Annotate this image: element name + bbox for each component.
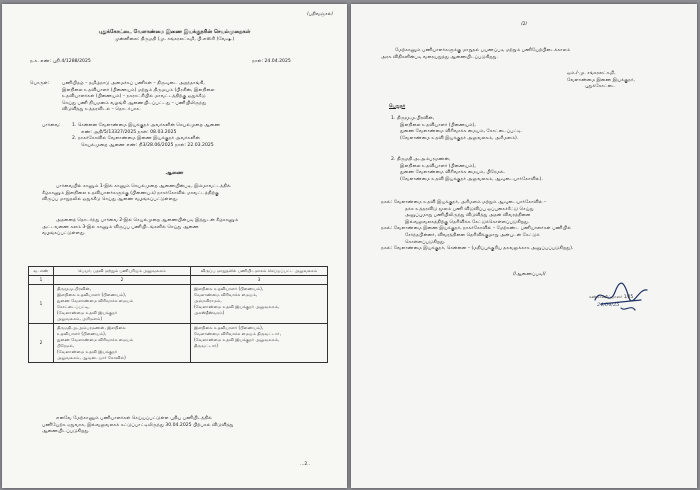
cell-line: வேளாண்மை விரிவாக்க மையம், [194,292,258,297]
subject-line: விடுவித்து உத்தரவிடல் – தொடர்பாக. [62,107,141,113]
signatory-line: ஒம்./-மு. சங்கரலட்சுமி, [567,71,616,76]
paragraph-line: ஆணையிடப்படுகிறது. [42,429,90,435]
column-number: 1 [29,276,54,285]
cell-line: அஞ்சுகிராமம், [194,298,222,303]
intro-paragraph [381,48,570,61]
recipient-line: 2. திருமதி.அ.அம்பரமணன், [391,157,451,162]
employee-cell [54,324,191,363]
transfer-table [28,266,328,363]
posting-cell [191,285,328,324]
subject-line: உதவியாளர்கள் (பிணையம்) – நகராட்சியில் மாவட்டத்திற்கு ஒதுக்கீடு [62,94,206,100]
paragraph-line: மேற்காணும் பணியாளர்களுக்கு மாறுதல் பயணப்படி மற்றும் பணியேற்பிடைக்காலம் [395,48,571,53]
recipient-line: 1. திருமூமு.பிரவின், [391,116,435,121]
cell-line: (வேளாண்மை உதவி இயக்குநர் [57,349,118,354]
paragraph-1 [42,184,231,204]
reference-line: செயல்முறை ஆணை எண்: நி3/28.06/2025 நாள்: 22.03.2025 [81,142,214,148]
reference-number: ந.க. எண்: புநி.4/1288/2025 [30,59,91,64]
column-header: விருப்ப மாறுதலில் பணியிடமாகம் செய்யப்பட்ட அலுவலகம் [191,267,328,276]
paragraph-line: பார்வையில் காணும் 1-இல் காணும் செயல்முறை ஆணையின்படி, இம்மாவட்டத்தில் [56,184,231,189]
cell-line: (வேளாண்மை உதவி இயக்குநர் அலுவலகம், [194,337,280,342]
recipient-line: துணை வேளாண்மை விரிவாக்க மையம், பிரேமல். [400,170,506,176]
column-header: பெயர், பதவி மற்றும் பணிபுரியும் அலுவலகம் [54,267,191,276]
recipient-line: (வேளாண்மை உதவி இயக்குநர் அலுவலகம், ஆவுடையார்கோவில்). [400,176,543,182]
cell-line: இளநிலை உதவியாளர் (பிணையம்), [57,292,127,297]
presence-line: முன்னிலை: திருமதி (மு. சங்கரலட்சுமி, பி.எஸ்சி (வேஷ.) [114,37,235,42]
copy-line: அனுப்புமாறு பணியிலிருந்து விடுவித்து அதன் விவரத்தினை [405,213,531,219]
table-header-row [29,267,328,276]
recipient-line: துணை வேளாண்மை விரிவாக்க மையம், கோட்டைப்பட்டி. [400,129,523,135]
paragraph-2 [42,218,238,238]
reference-line: 2. நாகர்கோவில் வேளாண்மை இணை இயக்குநர் அவர்களின் [72,136,200,142]
copy-to-block [381,200,573,253]
paragraph-line: அரசு விதிகளின்படி வரையறுத்து ஆணையிடப்படுகிறது. [381,54,498,60]
recipient-line: (வேளாண்மை உதவி இயக்குநர் அலுவலகம், அரிமளம்). [400,135,519,141]
row-number: 2 [29,324,54,363]
reference-line: எண்: அதி/5/13327/2025 நாள்: 08.03.2025 [81,129,177,135]
recipient-line: இளநிலை உதவியாளர் (பிணையம்), [400,163,476,169]
cell-line: திருமூமு.பிரவின், [57,286,92,291]
next-page-marker: ...2.. [300,462,311,467]
signatory-block [567,71,635,91]
cell-line: உதவியாளர் (பிணையம்), [57,331,107,336]
reference-label: பார்வை: [42,123,61,128]
paragraph-line: எனவே மேற்காணும் பணியாளர்கள் செய்யப்பட்டுள்ள புதிய பணியிடத்தில் [56,416,212,421]
page-number: /2/ [520,22,528,27]
page-1 [2,4,347,488]
cell-line: துணை வேளாண்மை விரிவாக்க மையம் [57,298,134,303]
cell-line: பிரேமல், [57,343,75,348]
order-date: நாள்: 24.04.2025 [252,59,291,64]
subject-line: பணியிதழ் – தமிழ்நாடு அமைச்சுப் பணிகள் – திருவுடை அறந்தாங்கி, [62,81,205,86]
paragraph-line: கீழ்காணும் இளநிலை உதவியாளர்களுக்கு (பிணையம்) நாகர்கோவில் மாவட்டத்திற்கு [42,190,219,196]
paragraph-line: பணியேற்க ஏதுவாக, இவ்வலுவலகக் கட்டுப்பாட்டிலிருந்து 30.04.2025 பிற்பகல் விடுவித்து [42,422,234,428]
page-2 [351,4,697,488]
copy-line: இவ்வலுவலகத்திற்கு தெரிவிக்க கேட்டுக்கொள்ளப்படுகிறது. [405,219,530,225]
cell-line: துணை வேளாண்மை விரிவாக்க மையம் [57,337,134,342]
row-number: 1 [29,285,54,324]
cell-line: கோட்டைப்பட்டி, [57,304,90,309]
column-number: 3 [191,276,328,285]
cell-line: அகஸ்தீஸ்வரம்) [194,310,225,315]
paragraph-line: அதனைத் தொடர்ந்து பார்வை 2-இல் செயல்முறை ஆணையின்படி இத்துடன் கீழ்காணும் [56,218,239,223]
attested-line: //ஆணைப்படி// [513,272,546,277]
subject-label: பொருள்: [30,81,50,86]
posting-cell [191,324,328,363]
paragraph-3 [42,416,234,436]
cell-line: அலுவலகம், அரிமளம்) [57,316,102,321]
cell-line: திருமதி.அ.அம்பரமணன், இளநிலை [57,325,126,330]
paragraph-line: அட்டவணை கலம் 3-இல் காணும் விருப்ப பணியிடங்களில் செய்து ஆணை [42,224,199,230]
references [72,123,220,149]
copy-line: தக்க உத்தரவிடு மூலம் பணி விடுவிப்பு ஒப்புகைச்சீட்டு செய்து [405,206,534,212]
signatory-line: வேளாண்மை இணை இயக்குநர், [567,77,635,83]
reference-line: 1. சென்னை வேளாண்மை இயக்குநர் அவர்களின் செயல்முறை ஆணை [72,123,221,128]
recipient-line: இளநிலை உதவியாளர் (பிணையம்), [400,122,476,128]
copy-line: நகல்: வேளாண்மை இணை இயக்குநர், நாகர்கோவில் – மேற்கண்ட பணியாளர்கள் பணியில் [381,226,572,232]
order-heading: ஆணை [165,170,184,176]
table-colnum-row [29,276,328,285]
signature-caption: கண்காணிப்பாளர் 1/25 [589,294,634,299]
copy-line: கொள்ளப்படுகிறது. [405,239,446,245]
office-header: புதுக்கோட்டை வேளாண்மை இணை இயக்குநரின் செயல்முறைகள் [98,29,251,35]
cell-line: அலுவலகம், ஆவுடையார் கோவில்) [57,355,126,360]
cell-line: வேளாண்மை விரிவாக்க மையம் திருவட்டார், [194,331,281,336]
subject-text [62,81,215,114]
paragraph-line: விருப்ப மாறுதலில் ஒதுக்கீடு செய்து ஆணை வழங்கப்பட்டுள்ளது. [42,197,179,203]
recipient-1 [391,116,522,142]
subject-line: இளநிலை உதவியாளர் (பிணையம்) மற்றும் திருமயம் (பிரகின், இளநிலை [62,87,215,93]
table-row [29,324,328,363]
cell-line: (வேளாண்மை உதவி இயக்குநர் அலுவலகம், [194,304,280,309]
copy-line: நகல்: வேளாண்மை உதவி இயக்குநர், அரிமளம் மற்றும் ஆவுடையார்கோவில் – [381,200,547,205]
recipient-2 [391,157,543,183]
copy-line: நகல்: வேளாண்மை இயக்குநர், சென்னை – (மதிப்புக்குரிய தகவலுக்காக அனுப்பப்படுகிறது). [381,246,574,252]
signatory-line: புதுக்கோட்டை [585,84,616,90]
cell-line: திருவட்டார்) [194,343,218,348]
subject-line: செய்து பணி நியமனம் வழங்கி ஆணையிடப்பட்டது – பணியிலிருந்து [62,100,207,106]
registered-post-label: /பதிவஞ்சல்/ [307,12,333,17]
column-number: 2 [54,276,191,285]
cell-line: இளநிலை உதவியாளர் (பிணையம்), [194,286,264,291]
copy-line: சேர்ந்தபின்னர், விவரத்தினை தெரிவிக்குமாறு அன்புடன் கேட்டுக் [405,232,540,238]
recipient-label: பெறுநர் [389,104,406,109]
table-row [29,285,328,324]
cell-line: இளநிலை உதவியாளர் (பிணையம்), [194,325,264,330]
cell-line: (வேளாண்மை உதவி இயக்குநர் [57,310,118,315]
column-header: வ. எண் [29,267,54,276]
paragraph-line: வழங்கப்பட்டுள்ளது. [42,231,86,237]
employee-cell [54,285,191,324]
signature-date: 24/04/25 [597,302,620,308]
